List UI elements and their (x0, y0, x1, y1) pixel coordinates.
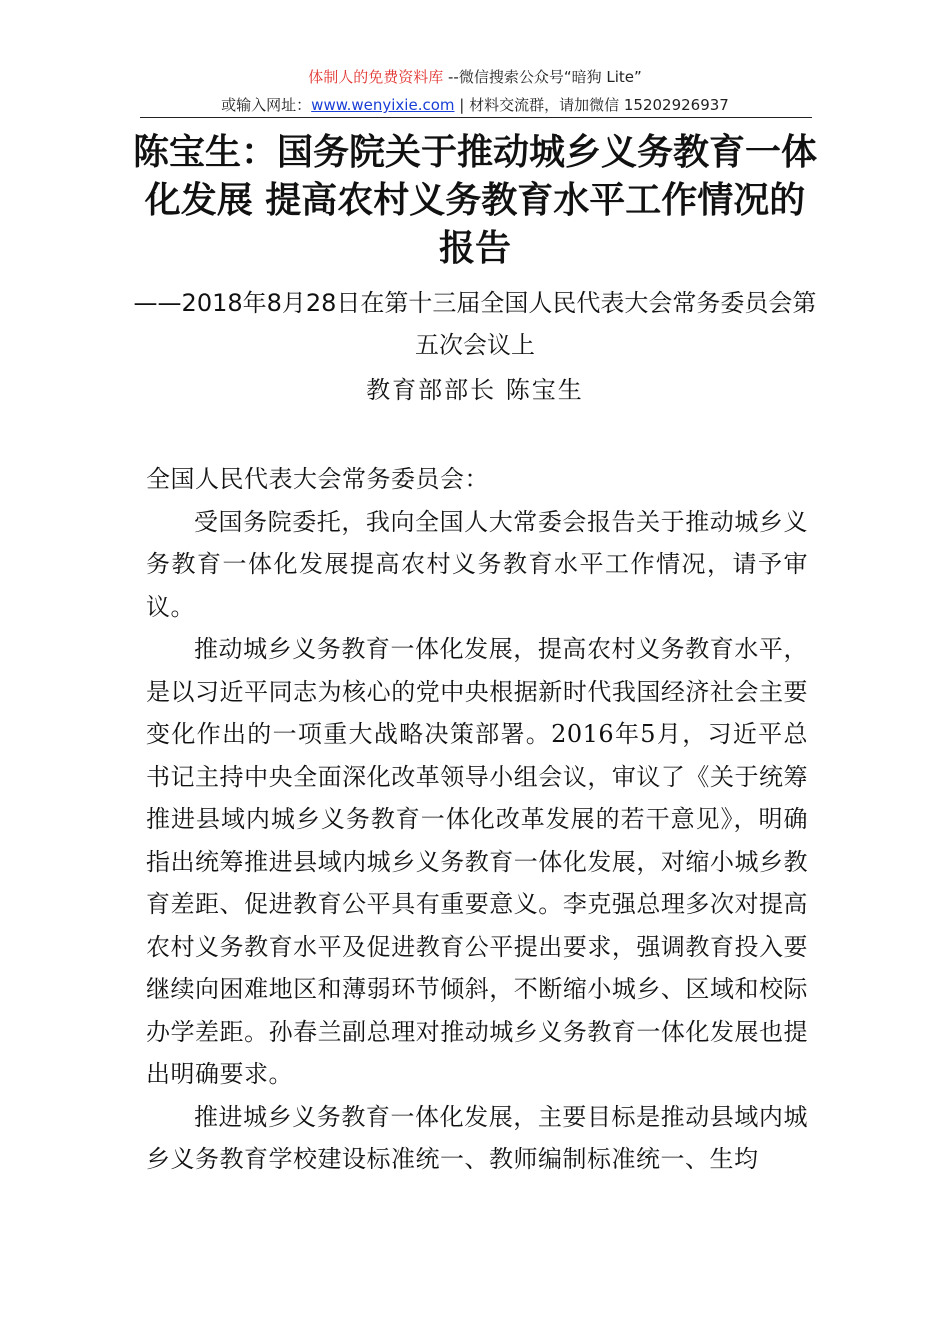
header-divider (140, 117, 812, 118)
paragraph: 受国务院委托，我向全国人大常委会报告关于推动城乡义务教育一体化发展提高农村义务教育水平工作情况，请予审议。 (146, 507, 808, 621)
header-contact-line (0, 94, 950, 116)
document-body (146, 458, 808, 1181)
document-subtitle: ——2018年8月28日在第十三届全国人民代表大会常务委员会第五次会议上 (133, 289, 817, 359)
paragraph: 推动城乡义务教育一体化发展，提高农村义务教育水平，是以习近平同志为核心的党中央根据新时代我国经济社会主要变化作出的一项重大战略决策部署。2016年5月，习近平总书记主持中央全面深化改革领导小组会议，审议了《关于统筹推进县域内城乡义务教育一体化改革发展的若干意见》，明确指出统筹推进县域内城乡义务教育一体化发展，对缩小城乡教育差距、促进教育公平具有重要意义。李克强总理多次对提高农村义务教育水平及促进教育公平提出要求，强调教育投入要继续向困难地区和薄弱环节倾斜，不断缩小城乡、区域和校际办学差距。孙春兰副总理对推动城乡义务教育一体化发展也提出明确要求。 (146, 635, 808, 1088)
salutation: 全国人民代表大会常务委员会： (146, 465, 489, 493)
header-promo-line (0, 66, 950, 88)
wechat-tagline: --微信搜索公众号“暗狗 Lite” (443, 68, 642, 86)
document-author: 教育部部长 陈宝生 (366, 376, 584, 404)
paragraph: 推进城乡义务教育一体化发展，主要目标是推动县域内城乡义务教育学校建设标准统一、教师编制标准统一、生均 (146, 1102, 808, 1173)
website-link[interactable]: www.wenyixie.com (311, 96, 455, 114)
brand-name: 体制人的免费资料库 (308, 68, 444, 86)
contact-info: | 材料交流群，请加微信 15202926937 (454, 96, 729, 114)
url-prefix: 或输入网址： (221, 96, 312, 114)
document-title: 陈宝生：国务院关于推动城乡义务教育一体化发展 提高农村义务教育水平工作情况的报告 (132, 131, 817, 269)
